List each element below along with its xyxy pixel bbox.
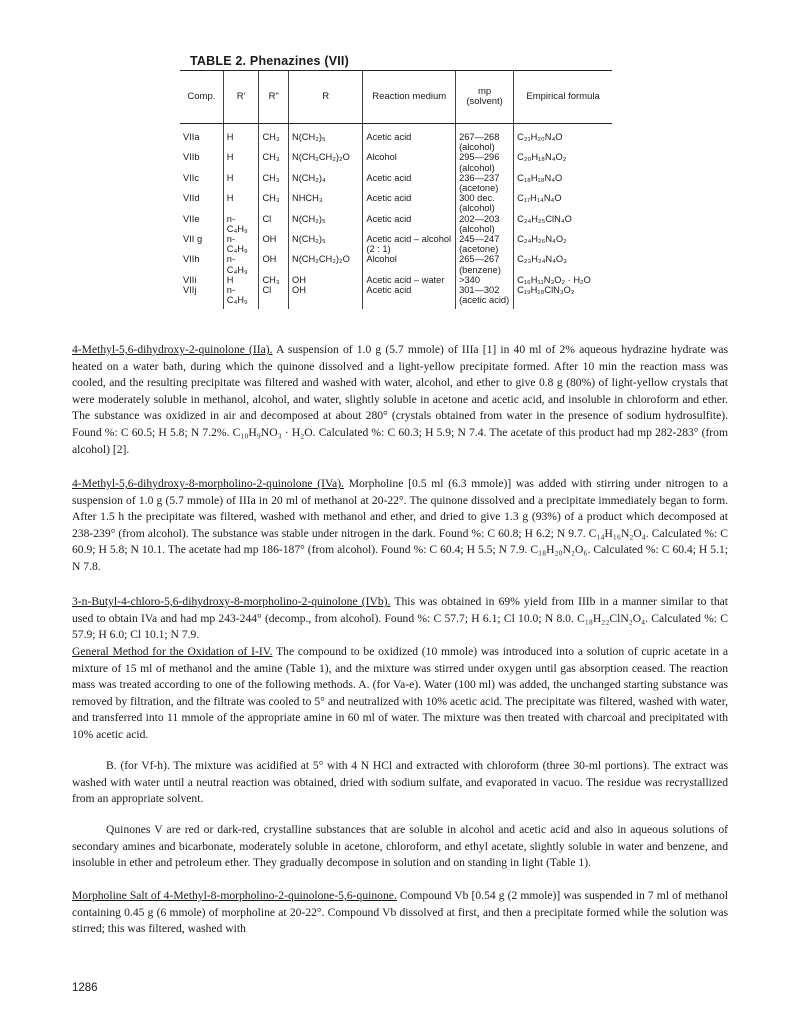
cell-mp: 300 dec. (alcohol) [456,193,514,213]
cell-r2: Cl [259,285,289,309]
paragraph-body: This was obtained in 69% yield from IIIb in a manner similar to that used to obtain IVa and had mp 243-244° (decomp., from alcohol). Found %: C 57.7; H 6.1; Cl 10.0; N 8.0. C₁₈H₂₂ClN₂O₄. Calculated %: C 57.9; H 6.0; Cl 10.1; N 7.9. [72,595,728,642]
cell-medium: Alcohol [363,254,456,274]
cell-mp: >340 [456,275,514,285]
header-comp: Comp. [180,71,223,124]
table-row [180,285,612,309]
cell-comp: VIIb [183,152,200,163]
cell-mp: 236—237 (acetone) [456,173,514,193]
cell-r: N(CH₂)₅ [289,214,363,234]
table-title: TABLE 2. Phenazines (VII) [190,54,349,68]
cell-medium: Acetic acid – water [363,275,456,285]
cell-mp: 245—247 (acetone) [456,234,514,254]
cell-comp: VIIh [183,254,200,265]
cell-r2: CH₃ [259,173,289,193]
cell-r2: CH₃ [259,124,289,153]
cell-comp: VIIi [183,274,197,285]
cell-medium: Acetic acid [363,214,456,234]
table-header-row [180,71,612,124]
cell-mp: 267—268 (alcohol) [456,124,514,153]
cell-formula: C₁₇H₁₄N₄O [514,193,612,213]
paragraph-heading: 4-Methyl-5,6-dihydroxy-8-morpholino-2-quinolone (IVa). [72,477,344,490]
paragraph-heading: 4-Methyl-5,6-dihydroxy-2-quinolone (IIa). [72,343,273,356]
paragraph-morpholine-salt [72,888,728,938]
cell-medium: Acetic acid [363,124,456,153]
header-mp: mp (solvent) [456,71,514,124]
cell-r2: OH [259,254,289,274]
table-row [180,214,612,234]
phenazines-table [180,70,612,309]
paragraph-body: Quinones V are red or dark-red, crystalline substances that are soluble in alcohol and acetic acid and also in aqueous solutions of secondary amines and bicarbonate, moderately soluble in acetone, chloroform, and ethyl acetate, slightly soluble in water and benzene, and insoluble in ether and petroleum ether. They gradually decompose in solution and on standing in light (Table 1). [72,823,728,870]
cell-formula: C₂₄H₂₅ClN₄O [514,214,612,234]
cell-formula: C₁₆H₁₁N₃O₂ · H₂O [514,275,612,285]
cell-r: OH [289,285,363,309]
cell-formula: C₁₈H₁₈N₄O [514,173,612,193]
paragraph-method-b [72,758,728,808]
cell-formula: C₂₃H₂₄N₄O₃ [514,254,612,274]
cell-r: N(CH₂CH₂)₂O [289,152,363,172]
paragraph-heading: General Method for the Oxidation of I-IV. [72,645,273,658]
table-row [180,193,612,213]
table-row [180,275,612,285]
paragraph-body: Morpholine [0.5 ml (6.3 mmole)] was added with stirring under nitrogen to a suspension of 1.0 g (5.7 mmole) of IIIa in 20 ml of methanol at 20-22°. The quinone dissolved and a precipitate immediately began to form. After 1.5 h the precipitate was filtered, washed with methanol and ether, and dried to give 1.3 g (93%) of a product which decomposed at 238-239° (from alcohol). The substance was stable under nitrogen in the dark. Found %: C 60.8; H 6.2; N 9.7. C₁₄H₁₆N₂O₄. Calculated %: C 60.9; H 5.8; N 10.1. The acetate had mp 186-187° (from alcohol). Found %: C 60.4; H 5.5; N 7.9. C₁₈H₂₀N₂O₆. Calculated %: C 60.4; H 5.1; N 7.8. [72,477,728,573]
cell-r1: H [223,124,259,153]
cell-comp: VIIc [183,172,200,183]
cell-comp: VII g [183,234,203,245]
cell-r1: n-C₄H₉ [223,234,259,254]
cell-r1: n-C₄H₉ [223,254,259,274]
header-medium: Reaction medium [363,71,456,124]
cell-comp: VIId [183,193,200,204]
table-row [180,254,612,274]
table-row [180,234,612,254]
cell-r: N(CH₂CH₂)₂O [289,254,363,274]
paragraph-heading: Morpholine Salt of 4-Methyl-8-morpholino-2-quinolone-5,6-quinone. [72,889,397,902]
cell-mp: 295—296 (alcohol) [456,152,514,172]
cell-r1: H [223,152,259,172]
cell-medium: Acetic acid [363,193,456,213]
paragraph-quinones [72,822,728,872]
header-r: R [289,71,363,124]
cell-r1: n-C₄H₉ [223,214,259,234]
cell-comp: VIIe [183,213,200,224]
table-row [180,124,612,153]
page-number: 1286 [72,982,98,994]
cell-r2: CH₃ [259,275,289,285]
cell-medium: Acetic acid [363,173,456,193]
cell-r1: H [223,173,259,193]
cell-medium: Acetic acid – alcohol (2 : 1) [363,234,456,254]
cell-mp: 301—302 (acetic acid) [456,285,514,309]
cell-r: N(CH₂)₅ [289,234,363,254]
paragraph-body: A suspension of 1.0 g (5.7 mmole) of IIIa [1] in 40 ml of 2% aqueous hydrazine hydrate was heated on a water bath, during which the quinone dissolved and a light-yellow precipitate formed. After 10 min the reaction mass was cooled, and the resulting precipitate was filtered and washed with water, alcohol, and ether to give 0.8 g (80%) of light-yellow crystals that were moderately soluble in methanol, alcohol, and water, slightly soluble in acetone and acetic acid, and insoluble in chloroform and ether. The substance was oxidized in air and decomposed at about 280° (crystals obtained from water in the presence of sodium hydrosulfite). Found %: C 60.5; H 5.8; N 7.2%. C₁₀H₉NO₃ · H₂O. Calculated %: C 60.3; H 5.9; N 7.4. The acetate of this product had mp 282-283° (from alcohol) [2]. [72,343,728,456]
cell-r2: CH₃ [259,193,289,213]
paragraph-body: Compound Vb [0.54 g (2 mmole)] was suspended in 7 ml of methanol containing 0.45 g (6 mmole) of morpholine at 20-22°. Compound Vb dissolved at first, and then a precipitate formed while the solution was stirred; this was filtered, washed with [72,889,728,936]
table-row [180,152,612,172]
paragraph-general-method [72,644,728,744]
paragraph-iva [72,476,728,576]
cell-r: N(CH₂)₄ [289,173,363,193]
cell-medium: Alcohol [363,152,456,172]
cell-r1: n-C₄H₉ [223,285,259,309]
paragraph-ivb [72,594,728,644]
cell-formula: C₂₀H₁₈N₄O₂ [514,152,612,172]
cell-r2: CH₃ [259,152,289,172]
table-row [180,173,612,193]
header-formula: Empirical formula [514,71,612,124]
cell-mp: 202—203 (alcohol) [456,214,514,234]
cell-comp: VIIj [183,285,197,296]
cell-r: OH [289,275,363,285]
cell-r: N(CH₂)₅ [289,124,363,153]
cell-r2: OH [259,234,289,254]
cell-formula: C₁₉H₁₈ClN₃O₂ [514,285,612,309]
cell-mp: 265—267 (benzene) [456,254,514,274]
cell-formula: C₂₄H₂₆N₄O₂ [514,234,612,254]
paragraph-body: The compound to be oxidized (10 mmole) was introduced into a solution of cupric acetate in a mixture of 15 ml of methanol and the amine (Table 1), and the mixture was stirred under oxygen until gas absorption ceased. The reaction mass was treated according to one of the following methods. A. (for Va-e). Water (100 ml) was added, the unchanged starting substance was removed by filtration, and the filtrate was cooled to 5° and neutralized with 10% acetic acid. The precipitate was filtered, washed with water, and transferred into 11 mmole of the appropriate amine in 60 ml of water. The mixture was then treated with charcoal and precipitated with 10% acetic acid. [72,645,729,741]
cell-r1: H [223,275,259,285]
cell-r2: Cl [259,214,289,234]
paragraph-body: B. (for Vf-h). The mixture was acidified at 5° with 4 N HCl and extracted with chloroform (three 30-ml portions). The extract was washed with water until a neutral reaction was obtained, dried with sodium sulfate, and evaporated in vacuo. The residue was recrystallized from an appropriate solvent. [72,759,728,806]
paragraph-heading: 3-n-Butyl-4-chloro-5,6-dihydroxy-8-morpholino-2-quinolone (IVb). [72,595,391,608]
cell-r1: H [223,193,259,213]
cell-formula: C₂₁H₂₀N₄O [514,124,612,153]
cell-r: NHCH₃ [289,193,363,213]
header-r1: R' [223,71,259,124]
cell-medium: Acetic acid [363,285,456,309]
paragraph-iia [72,342,728,458]
header-r2: R" [259,71,289,124]
cell-comp: VIIa [183,132,200,142]
